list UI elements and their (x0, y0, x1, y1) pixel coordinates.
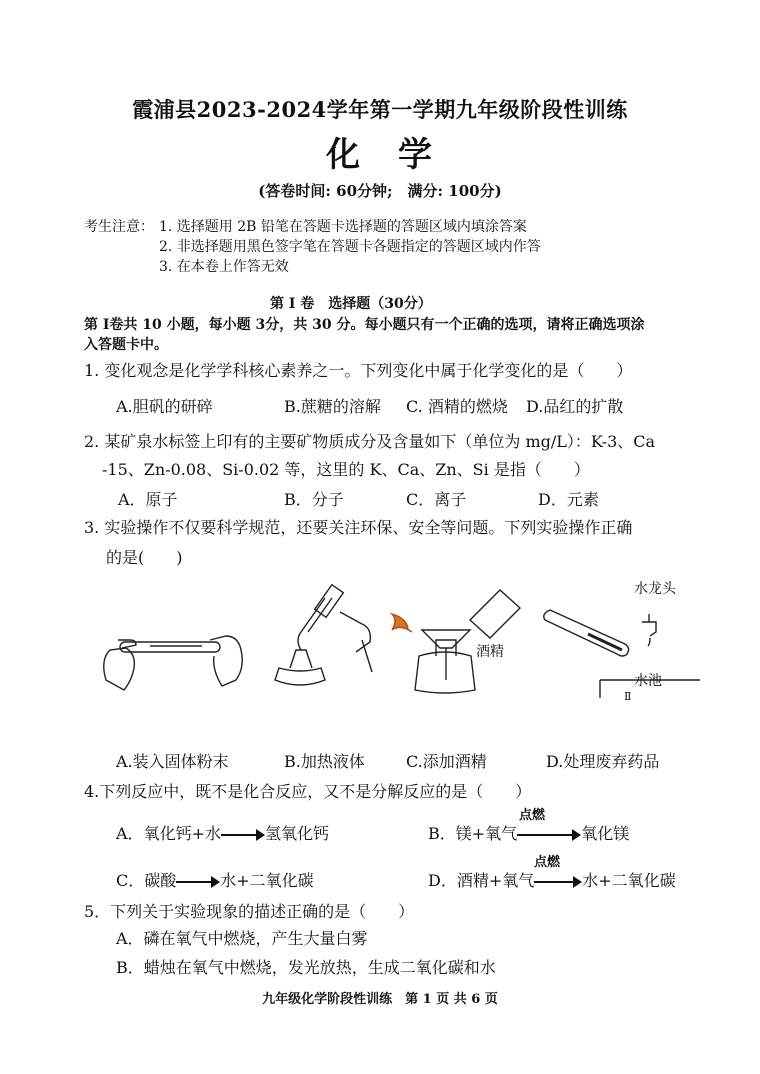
question-2-stem-line1: 2. 某矿泉水标签上印有的主要矿物质成分及含量如下（单位为 mg/L）：K-3、Ca (84, 432, 656, 451)
label-tap: 水龙头 (634, 581, 676, 597)
question-1-option-b: B.蔗糖的溶解 (284, 397, 381, 416)
figure-a-powder-loading (104, 636, 243, 690)
option-b-reactants: 镁+氧气 (455, 824, 518, 843)
option-d-products: 水+二氧化碳 (582, 871, 676, 890)
reaction-arrow (534, 876, 582, 888)
question-3-stem-line1: 3. 实验操作不仅要科学规范，还要关注环保、安全等问题。下列实验操作正确 (84, 518, 633, 537)
question-4-d-condition: 点燃 (534, 855, 561, 870)
label-sink: 水池 (634, 673, 662, 689)
note-item-2: 2. 非选择题用黑色签字笔在答题卡各题指定的答题区域内作答 (159, 239, 541, 255)
question-5-stem: 5．下列关于实验现象的描述正确的是（ ） (84, 902, 415, 921)
notes-prefix: 考生注意： (84, 219, 154, 235)
option-b-products: 氧化镁 (581, 824, 630, 843)
question-3-stem-line2: 的是( ) (106, 548, 183, 567)
option-a-prefix: A． (116, 824, 144, 843)
question-1-stem: 1. 变化观念是化学学科核心素养之一。下列变化中属于化学变化的是（ ） (84, 361, 633, 380)
figure-d-waste-disposal (544, 610, 700, 698)
question-4-option-d (428, 868, 676, 891)
question-4-stem: 4.下列反应中，既不是化合反应，又不是分解反应的是（ ） (84, 782, 532, 801)
question-1-option-d: D.品红的扩散 (526, 397, 624, 416)
option-c-products: 水+二氧化碳 (220, 871, 314, 890)
reaction-arrow (517, 829, 581, 841)
question-1-option-c: C. 酒精的燃烧 (406, 397, 508, 416)
figure-b-heating-liquid (275, 585, 372, 685)
exam-time-info: (答卷时间: 60分钟; 满分: 100分) (258, 182, 502, 200)
section-instruction-line1: 第 I卷共 10 小题，每小题 3分，共 30 分。每小题只有一个正确的选项，请将正确选项涂 (84, 317, 645, 333)
page-footer: 九年级化学阶段性训练 第 1 页 共 6 页 (262, 992, 498, 1007)
reaction-arrow (221, 829, 265, 841)
question-4-option-b (428, 821, 629, 844)
question-2-stem-line2: -15、Zn-0.08、Si-0.02 等，这里的 K、Ca、Zn、Si 是指（ ） (102, 460, 590, 479)
option-c-prefix: C． (116, 871, 145, 890)
note-item-1: 1. 选择题用 2B 铅笔在答题卡选择题的答题区域内填涂答案 (159, 219, 527, 235)
option-a-products: 氢氧化钙 (264, 824, 329, 843)
question-3-option-d: D.处理废弃药品 (546, 752, 660, 771)
document-title: 霞浦县2023-2024学年第一学期九年级阶段性训练 (132, 97, 628, 122)
section-instruction-line2: 入答题卡中。 (84, 337, 168, 353)
question-4-option-c (116, 868, 314, 891)
section-heading: 第 I 卷 选择题（30分） (270, 296, 432, 312)
question-4-b-condition: 点燃 (519, 808, 546, 823)
note-item-3: 3. 在本卷上作答无效 (159, 259, 289, 275)
option-c-reactants: 碳酸 (144, 871, 177, 890)
question-5-option-a: A．磷在氧气中燃烧，产生大量白雾 (116, 929, 368, 948)
reaction-arrow (176, 876, 220, 888)
option-b-prefix: B． (428, 824, 456, 843)
question-1-option-a: A.胆矾的研碎 (116, 397, 213, 416)
option-d-reactants: 酒精+氧气 (456, 871, 535, 890)
question-3-option-a: A.装入固体粉末 (116, 752, 229, 771)
option-d-prefix: D． (428, 871, 457, 890)
subject-title: 化 学 (326, 135, 434, 175)
question-2-option-d: D．元素 (538, 490, 599, 509)
question-2-option-b: B．分子 (284, 490, 344, 509)
question-5-option-b: B．蜡烛在氧气中燃烧，发光放热，生成二氧化碳和水 (116, 958, 496, 977)
question-3-option-c: C.添加酒精 (406, 752, 487, 771)
label-alcohol: 酒精 (476, 644, 504, 660)
question-2-option-c: C．离子 (406, 490, 467, 509)
question-4-option-a (116, 821, 329, 844)
label-mark: Ⅱ (624, 690, 632, 703)
question-3-figures (90, 580, 710, 700)
question-2-option-a: A．原子 (118, 490, 178, 509)
question-3-option-b: B.加热液体 (284, 752, 365, 771)
option-a-reactants: 氧化钙+水 (143, 824, 221, 843)
